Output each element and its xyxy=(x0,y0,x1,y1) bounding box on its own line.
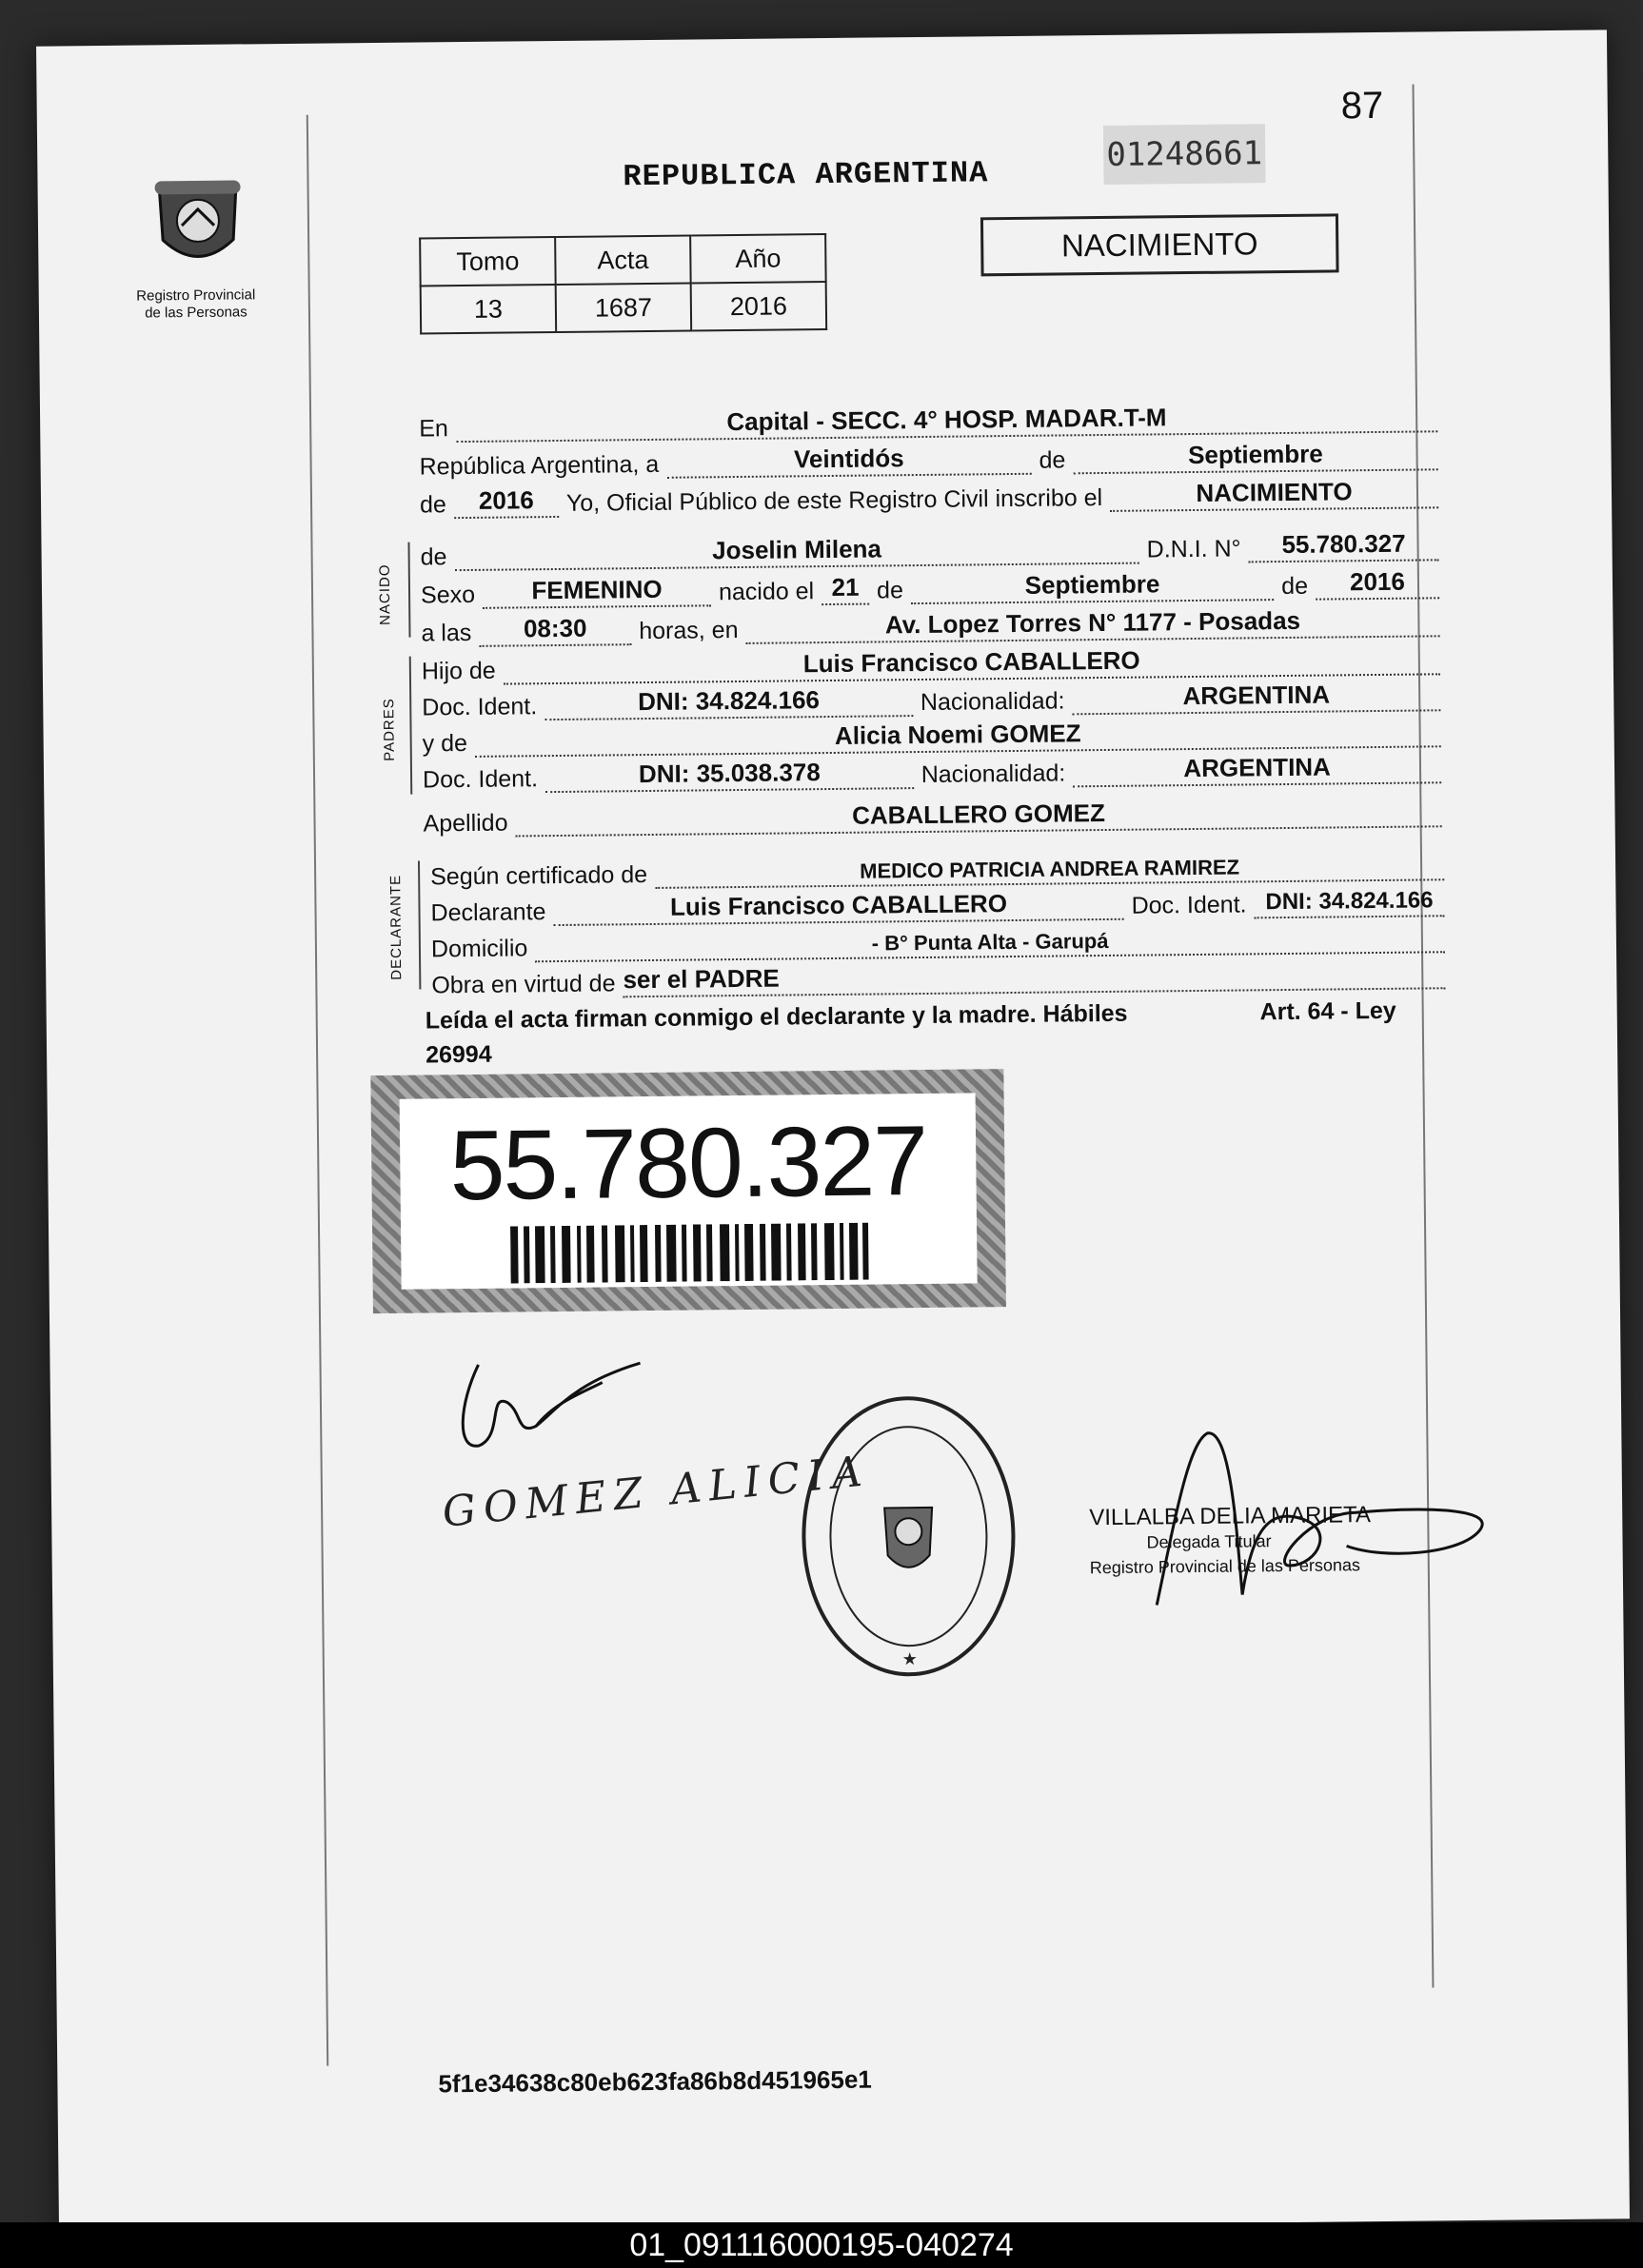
birth-de-label: de xyxy=(876,577,904,604)
closing-statement xyxy=(426,994,1397,1073)
dni-sticker xyxy=(370,1069,1006,1313)
apellido-label: Apellido xyxy=(423,809,508,838)
sexo-label: Sexo xyxy=(420,581,476,609)
right-margin-line xyxy=(1412,85,1434,1988)
document-page xyxy=(36,30,1630,2235)
father-name-field: Luis Francisco CABALLERO xyxy=(504,642,1440,684)
birth-de2-label: de xyxy=(1281,572,1309,601)
registry-logo xyxy=(128,172,263,322)
row-inscribo xyxy=(420,474,1438,519)
official-signature-block xyxy=(1089,1503,1371,1580)
official-name: VILLALBA DELIA MARIETA xyxy=(1089,1502,1372,1531)
nacido-el-label: nacido el xyxy=(718,578,815,606)
de2-label: de xyxy=(419,491,447,519)
document-hash: 5f1e34638c80eb623fa86b8d451965e1 xyxy=(438,2064,872,2099)
serial-number: 01248661 xyxy=(1103,124,1266,185)
anio-value: 2016 xyxy=(691,282,827,330)
decl-doc-field: DNI: 34.824.166 xyxy=(1254,887,1444,918)
obra-field: ser el PADRE xyxy=(623,957,1445,997)
yde-label: y de xyxy=(422,729,468,758)
svg-text:★: ★ xyxy=(901,1649,918,1670)
padres-section-label: PADRES xyxy=(381,698,398,761)
left-margin-line xyxy=(307,115,328,2066)
cert-label: Según certificado de xyxy=(430,861,648,891)
mother-name-field: Alicia Noemi GOMEZ xyxy=(475,715,1441,758)
nacido-bracket xyxy=(407,542,410,638)
obra-label: Obra en virtud de xyxy=(431,970,616,999)
province-emblem-icon xyxy=(145,172,250,278)
mother-nat-field: ARGENTINA xyxy=(1073,751,1441,787)
place-field: Av. Lopez Torres N° 1177 - Posadas xyxy=(745,604,1439,644)
inscribo-field: NACIMIENTO xyxy=(1110,476,1438,512)
acta-value: 1687 xyxy=(556,284,692,332)
dni-field: 55.780.327 xyxy=(1248,528,1438,562)
cert-field: MEDICO PATRICIA ANDREA RAMIREZ xyxy=(655,853,1444,889)
row-date xyxy=(419,436,1437,481)
de-label: de xyxy=(1039,446,1066,474)
dom-field: - B° Punta Alta - Garupá xyxy=(535,925,1445,962)
inscribo-label: Yo, Oficial Público de este Registro Civil inscribo el xyxy=(565,483,1103,517)
dni-label: D.N.I. N° xyxy=(1146,535,1241,563)
anio-header: Año xyxy=(690,234,826,283)
decl-field: Luis Francisco CABALLERO xyxy=(553,888,1124,926)
birth-year-field: 2016 xyxy=(1316,566,1439,600)
document-title: REPUBLICA ARGENTINA xyxy=(623,155,989,195)
row-name xyxy=(420,526,1438,571)
statement-text: Leída el acta firman conmigo el declarante y la madre. Hábiles xyxy=(425,999,1128,1035)
apellido-field: CABALLERO GOMEZ xyxy=(515,795,1441,837)
tomo-header: Tomo xyxy=(420,237,556,286)
barcode-icon xyxy=(510,1223,873,1284)
act-type-box: NACIMIENTO xyxy=(980,213,1339,276)
father-doc-field: DNI: 34.824.166 xyxy=(544,684,913,720)
en-field: Capital - SECC. 4° HOSP. MADAR.T-M xyxy=(456,400,1438,443)
padres-bracket xyxy=(409,657,413,795)
year-field: 2016 xyxy=(454,485,559,519)
nac2-label: Nacionalidad: xyxy=(920,759,1066,789)
doc-label: Doc. Ident. xyxy=(422,693,538,721)
mother-handwritten-name: GOMEZ ALICIA xyxy=(440,1447,872,1537)
official-role: Delegada Titular xyxy=(1146,1531,1272,1552)
row-en xyxy=(419,398,1437,443)
official-seal-icon xyxy=(793,1388,1024,1685)
declarante-section-label: DECLARANTE xyxy=(387,874,406,980)
declarante-bracket xyxy=(418,861,421,990)
day-field: Veintidós xyxy=(666,443,1032,479)
dni-sticker-number: 55.780.327 xyxy=(448,1105,927,1222)
footer-id: 01_091116000195-040274 xyxy=(0,2222,1643,2268)
alas-label: a las xyxy=(421,619,472,647)
republica-label: República Argentina, a xyxy=(419,450,660,481)
horas-label: horas, en xyxy=(639,617,739,645)
row-apellido xyxy=(423,793,1441,838)
registry-table xyxy=(419,233,827,334)
page-number: 87 xyxy=(1340,84,1384,128)
decl-label: Declarante xyxy=(430,898,546,927)
row-time-place xyxy=(421,602,1439,647)
mother-doc-field: DNI: 35.038.378 xyxy=(545,757,914,793)
sexo-field: FEMENINO xyxy=(483,574,711,609)
month-field: Septiembre xyxy=(1073,438,1438,474)
row-sex-birth xyxy=(421,564,1439,609)
dom-label: Domicilio xyxy=(430,935,528,963)
tomo-value: 13 xyxy=(421,285,557,333)
logo-caption-line1: Registro Provincial xyxy=(136,286,256,305)
hijo-label: Hijo de xyxy=(421,657,496,685)
time-field: 08:30 xyxy=(479,613,631,647)
father-signature-icon xyxy=(449,1344,660,1469)
law-number: 26994 xyxy=(425,1040,492,1069)
birth-month-field: Septiembre xyxy=(911,568,1275,604)
acta-header: Acta xyxy=(555,236,691,285)
birth-day-field: 21 xyxy=(822,573,869,606)
official-org: Registro Provincial de las Personas xyxy=(1089,1555,1361,1578)
nac-label: Nacionalidad: xyxy=(920,687,1065,717)
law-reference: Art. 64 - Ley xyxy=(1259,996,1396,1026)
father-nat-field: ARGENTINA xyxy=(1072,679,1440,715)
nacido-section-label: NACIDO xyxy=(376,563,394,625)
name-field: Joselin Milena xyxy=(454,532,1139,572)
decl-doc-label: Doc. Ident. xyxy=(1131,891,1247,919)
logo-caption-line2: de las Personas xyxy=(145,304,247,322)
name-label: de xyxy=(420,543,447,571)
doc2-label: Doc. Ident. xyxy=(422,765,539,794)
en-label: En xyxy=(419,415,448,443)
